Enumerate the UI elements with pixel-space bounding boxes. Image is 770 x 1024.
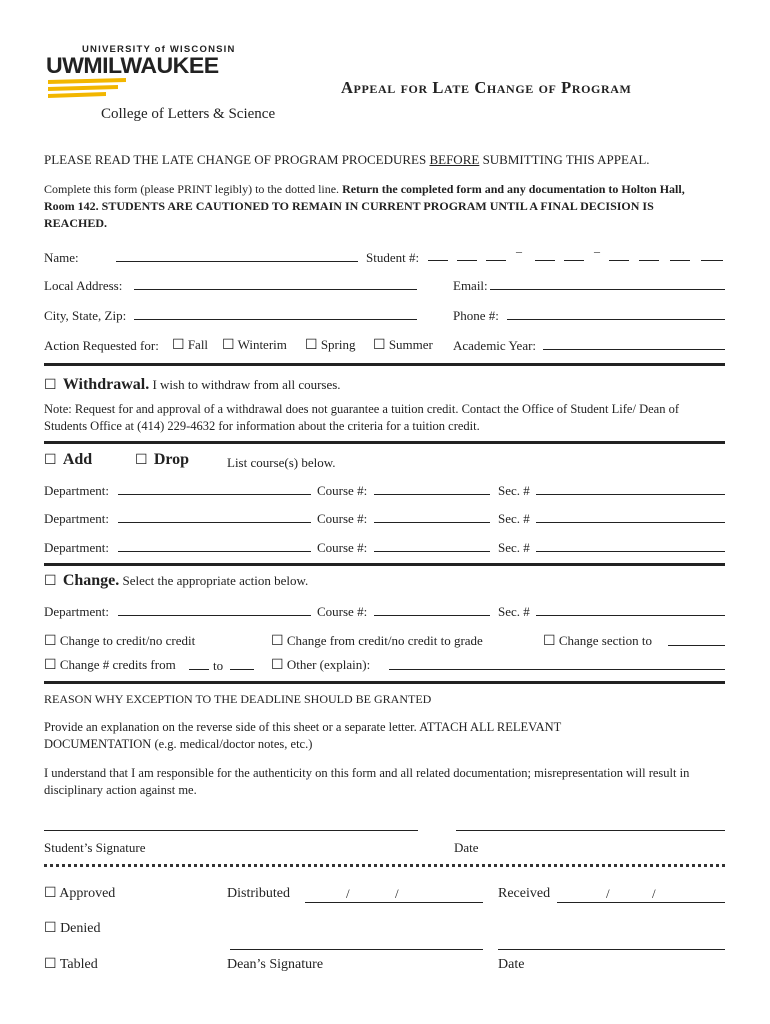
course-label: Course #: [317,540,368,555]
email-field[interactable] [490,275,725,290]
slash: / [606,886,610,901]
drop-checkbox[interactable]: ☐ [135,453,148,468]
option-label: Other (explain): [286,657,371,672]
student-number-label: Student #: [366,250,420,265]
option-label: Change to credit/no credit [59,633,196,648]
term-fall[interactable] [172,337,208,354]
course-label: Course #: [317,511,368,526]
city-label: City, State, Zip: [44,308,127,323]
withdrawal-row [44,376,341,394]
change-checkbox[interactable]: ☐ [44,574,57,589]
approved-label: Approved [59,886,116,901]
change-credits[interactable] [44,657,176,674]
checkbox-icon[interactable]: ☐ [373,338,386,353]
slash: / [346,886,350,901]
uwm-logo [46,44,236,100]
change-text: Select the appropriate action below. [122,573,309,588]
form-title: Appeal for Late Change of Program [341,78,632,97]
gold-stripes-icon [48,78,126,100]
checkbox-icon[interactable]: ☐ [543,634,556,649]
sec-label: Sec. # [498,604,530,619]
change-from-credit[interactable] [271,633,483,650]
term-spring-label: Spring [320,337,356,352]
change-title: Change. [62,572,120,589]
checkbox-icon[interactable]: ☐ [44,658,57,673]
academic-year-field[interactable] [543,335,725,350]
checkbox-icon[interactable]: ☐ [305,338,318,353]
checkbox-icon[interactable]: ☐ [172,338,185,353]
option-label: Change from credit/no credit to grade [286,633,483,648]
change-row [44,572,308,590]
section-to-field[interactable] [668,631,725,646]
slash: / [395,886,399,901]
checkbox-icon[interactable]: ☐ [44,634,57,649]
academic-year-label: Academic Year: [453,338,537,353]
checkbox-icon[interactable]: ☐ [271,634,284,649]
name-label: Name: [44,250,79,265]
instructions-normal: Complete this form (please PRINT legibly) to the dotted line. [44,182,343,196]
date-label: Date [454,840,479,855]
to-label: to [213,658,224,673]
student-signature-label: Student’s Signature [44,840,146,855]
term-winterim[interactable] [222,337,287,354]
add-label: Add [62,451,93,468]
checkbox-icon[interactable]: ☐ [222,338,235,353]
sec-field[interactable] [536,508,725,523]
notice-pre: PLEASE READ THE LATE CHANGE OF PROGRAM PROCEDURES [44,152,430,167]
email-label: Email: [453,278,488,293]
department-field[interactable] [118,601,311,616]
term-spring[interactable] [305,337,355,354]
section-divider [44,441,725,444]
change-credit-no-credit[interactable] [44,633,195,650]
uwm-wordmark: UWMILWAUKEE [46,53,219,78]
sec-field[interactable] [536,537,725,552]
notice-before: BEFORE [429,152,480,167]
section-divider [44,363,725,366]
drop-option[interactable] [135,451,189,469]
distributed-date-field[interactable] [305,886,483,903]
local-address-label: Local Address: [44,278,123,293]
department-label: Department: [44,483,109,498]
local-address-field[interactable] [134,275,417,290]
reason-heading: REASON WHY EXCEPTION TO THE DEADLINE SHOULD BE GRANTED [44,692,432,706]
course-field[interactable] [374,537,490,552]
received-date-field[interactable] [557,886,725,903]
department-label: Department: [44,540,109,555]
department-label: Department: [44,511,109,526]
credits-to-field[interactable] [230,655,254,670]
section-divider [44,681,725,684]
course-field[interactable] [374,480,490,495]
course-label: Course #: [317,604,368,619]
list-courses-text: List course(s) below. [227,455,336,470]
credits-from-field[interactable] [189,655,209,670]
withdrawal-checkbox[interactable]: ☐ [44,378,57,393]
approved-option[interactable] [44,885,115,902]
slash: / [652,886,656,901]
denied-option[interactable] [44,920,101,937]
department-field[interactable] [118,508,311,523]
college-name: College of Letters & Science [101,106,276,122]
instructions-bold: Return the completed form and any documentation to Holton Hall, Room 142. STUDENTS ARE CAUTIONED TO REMAIN IN CURRENT PROGRAM UNTIL A FINAL DECISION IS REACHED. [44,182,685,230]
university-text: UNIVERSITY of WISCONSIN [82,44,236,55]
tabled-option[interactable] [44,956,98,973]
tabled-label: Tabled [59,957,98,972]
sec-field[interactable] [536,601,725,616]
department-field[interactable] [118,537,311,552]
name-field[interactable] [116,247,358,262]
change-section[interactable] [543,633,652,650]
dean-date-label: Date [498,957,525,972]
reason-instructions: Provide an explanation on the reverse side of this sheet or a separate letter. ATTACH ALL RELEVANT DOCUMENTATION (e.g. medical/doctor notes, etc.) [44,720,562,751]
dean-date-field[interactable] [498,935,725,950]
course-field[interactable] [374,601,490,616]
add-checkbox[interactable]: ☐ [44,453,57,468]
withdrawal-title: Withdrawal. [62,376,150,393]
department-label: Department: [44,604,109,619]
notice-post: SUBMITTING THIS APPEAL. [479,152,650,167]
sec-field[interactable] [536,480,725,495]
authenticity-statement: I understand that I am responsible for the authenticity on this form and all related documentation; misrepresentation will result in disciplinary action against me. [44,766,690,797]
distributed-label: Distributed [227,886,290,901]
section-divider [44,563,725,566]
withdrawal-text: I wish to withdraw from all courses. [152,377,341,392]
student-date-field[interactable] [456,816,725,831]
phone-label: Phone #: [453,308,499,323]
student-signature-field[interactable] [44,816,418,831]
option-label: Change section to [558,633,652,648]
action-label: Action Requested for: [44,338,159,353]
drop-label: Drop [153,451,190,468]
checkbox-icon[interactable]: ☐ [44,921,57,936]
change-other[interactable] [271,657,370,674]
office-use-separator [44,864,725,867]
denied-label: Denied [60,921,101,936]
department-field[interactable] [118,480,311,495]
withdrawal-note: Note: Request for and approval of a withdrawal does not guarantee a tuition credit. Contact the Office of Student Life/ Dean of Students Office at (414) 229-4632 for information about the criteria for a tuition credit. [44,402,679,433]
sec-label: Sec. # [498,540,530,555]
option-label: Change # credits from [59,657,176,672]
dean-signature-label: Dean’s Signature [227,957,324,972]
instructions [44,181,714,232]
other-explain-field[interactable] [389,655,725,670]
term-fall-label: Fall [187,337,209,352]
sec-label: Sec. # [498,483,530,498]
procedures-notice [44,152,650,168]
phone-field[interactable] [507,305,725,320]
term-summer-label: Summer [388,337,433,352]
course-label: Course #: [317,483,368,498]
course-field[interactable] [374,508,490,523]
checkbox-icon[interactable]: ☐ [44,886,57,901]
term-summer[interactable] [373,337,433,354]
add-option[interactable] [44,451,92,469]
city-field[interactable] [134,305,417,320]
student-number-field[interactable]: – – [428,250,725,264]
sec-label: Sec. # [498,511,530,526]
dean-signature-field[interactable] [230,935,483,950]
term-winterim-label: Winterim [237,337,287,352]
received-label: Received [498,886,551,901]
checkbox-icon[interactable]: ☐ [44,957,57,972]
checkbox-icon[interactable]: ☐ [271,658,284,673]
